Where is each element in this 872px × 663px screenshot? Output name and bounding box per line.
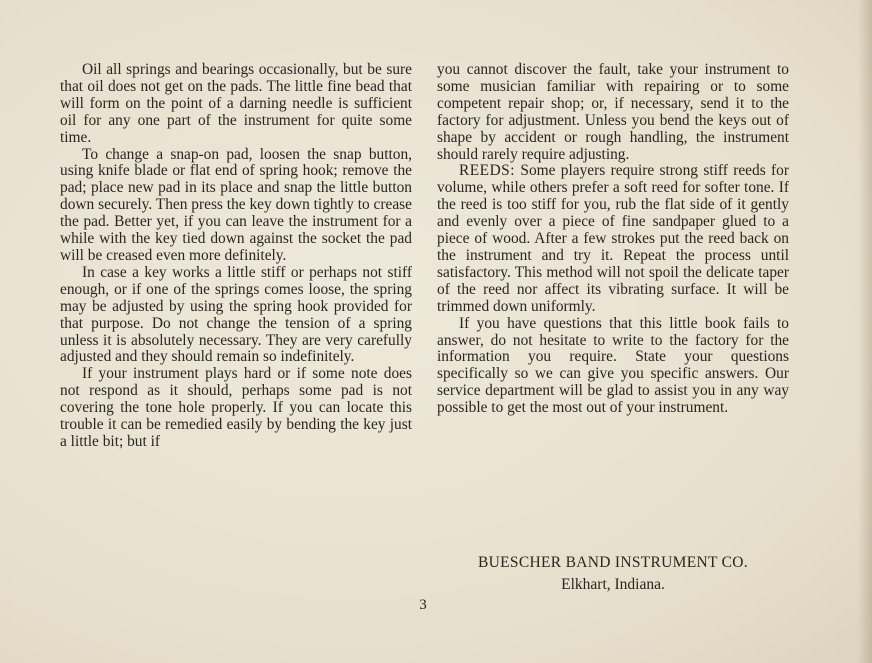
right-text-column [437, 62, 789, 417]
reeds-paragraph [437, 163, 789, 315]
snap-on-pad-paragraph: To change a snap-on pad, loosen the snap button, using knife blade or flat end of spring hook; remove the pad; place new pad in its place and snap the little button down securely. Then press the key down tightly to crease the pad. Better yet, if you can leave the instrument for a while with the key tied down against the socket the pad will be creased even more definitely. [60, 145, 412, 264]
page-spine-shadow [858, 0, 872, 663]
company-name: BUESCHER BAND INSTRUMENT CO. [478, 554, 748, 571]
spring-adjustment-paragraph: In case a key works a little stiff or perhaps not stiff enough, or if one of the springs comes loose, the spring may be adjusted by using the spring hook provided for that purpose. Do not change the tension of a spring unless it is absolutely necessary. They are very carefully adjusted and they should remain so indefinitely. [60, 263, 412, 366]
reeds-heading: REEDS: [459, 162, 516, 180]
page-number: 3 [419, 597, 427, 613]
company-location: Elkhart, Indiana. [561, 576, 665, 593]
company-signature [437, 552, 789, 596]
hard-playing-paragraph: If your instrument plays hard or if some note does not respond as it should, perhaps some pad is not covering the tone hole properly. If you can locate this trouble it can be remedied easily by bending the key just a little bit; but if [60, 365, 412, 450]
fault-continuation-paragraph: you cannot discover the fault, take your instrument to some musician familiar with repairing or to some competent repair shop; or, if necessary, send it to the factory for adjustment. Unless you bend the keys out of shape by accident or rough handling, the instrument should rarely require adjusting. [437, 61, 789, 163]
reeds-text: Some players require strong stiff reeds for volume, while others prefer a soft reed for softer tone. If the reed is too stiff for you, rub the flat side of it gently and evenly over a piece of fine sandpaper glued to a piece of wood. After a few strokes put the reed back on the instrument and try it. Repeat the process until satisfactory. This method will not spoil the delicate taper of the reed nor affect its vibrating surface. It will be trimmed down uniformly. [437, 162, 789, 315]
left-text-column [60, 62, 412, 451]
questions-paragraph: If you have questions that this little book fails to answer, do not hesitate to write to the factory for the information you require. State your questions specifically so we can give you specific answers. Our service department will be glad to assist you in any way possible to get the most out of your instrument. [437, 314, 789, 417]
oiling-paragraph: Oil all springs and bearings occasionally, but be sure that oil does not get on the pads. The little fine bead that will form on the point of a darning needle is sufficient oil for any one part of the instrument for quite some time. [60, 61, 412, 146]
